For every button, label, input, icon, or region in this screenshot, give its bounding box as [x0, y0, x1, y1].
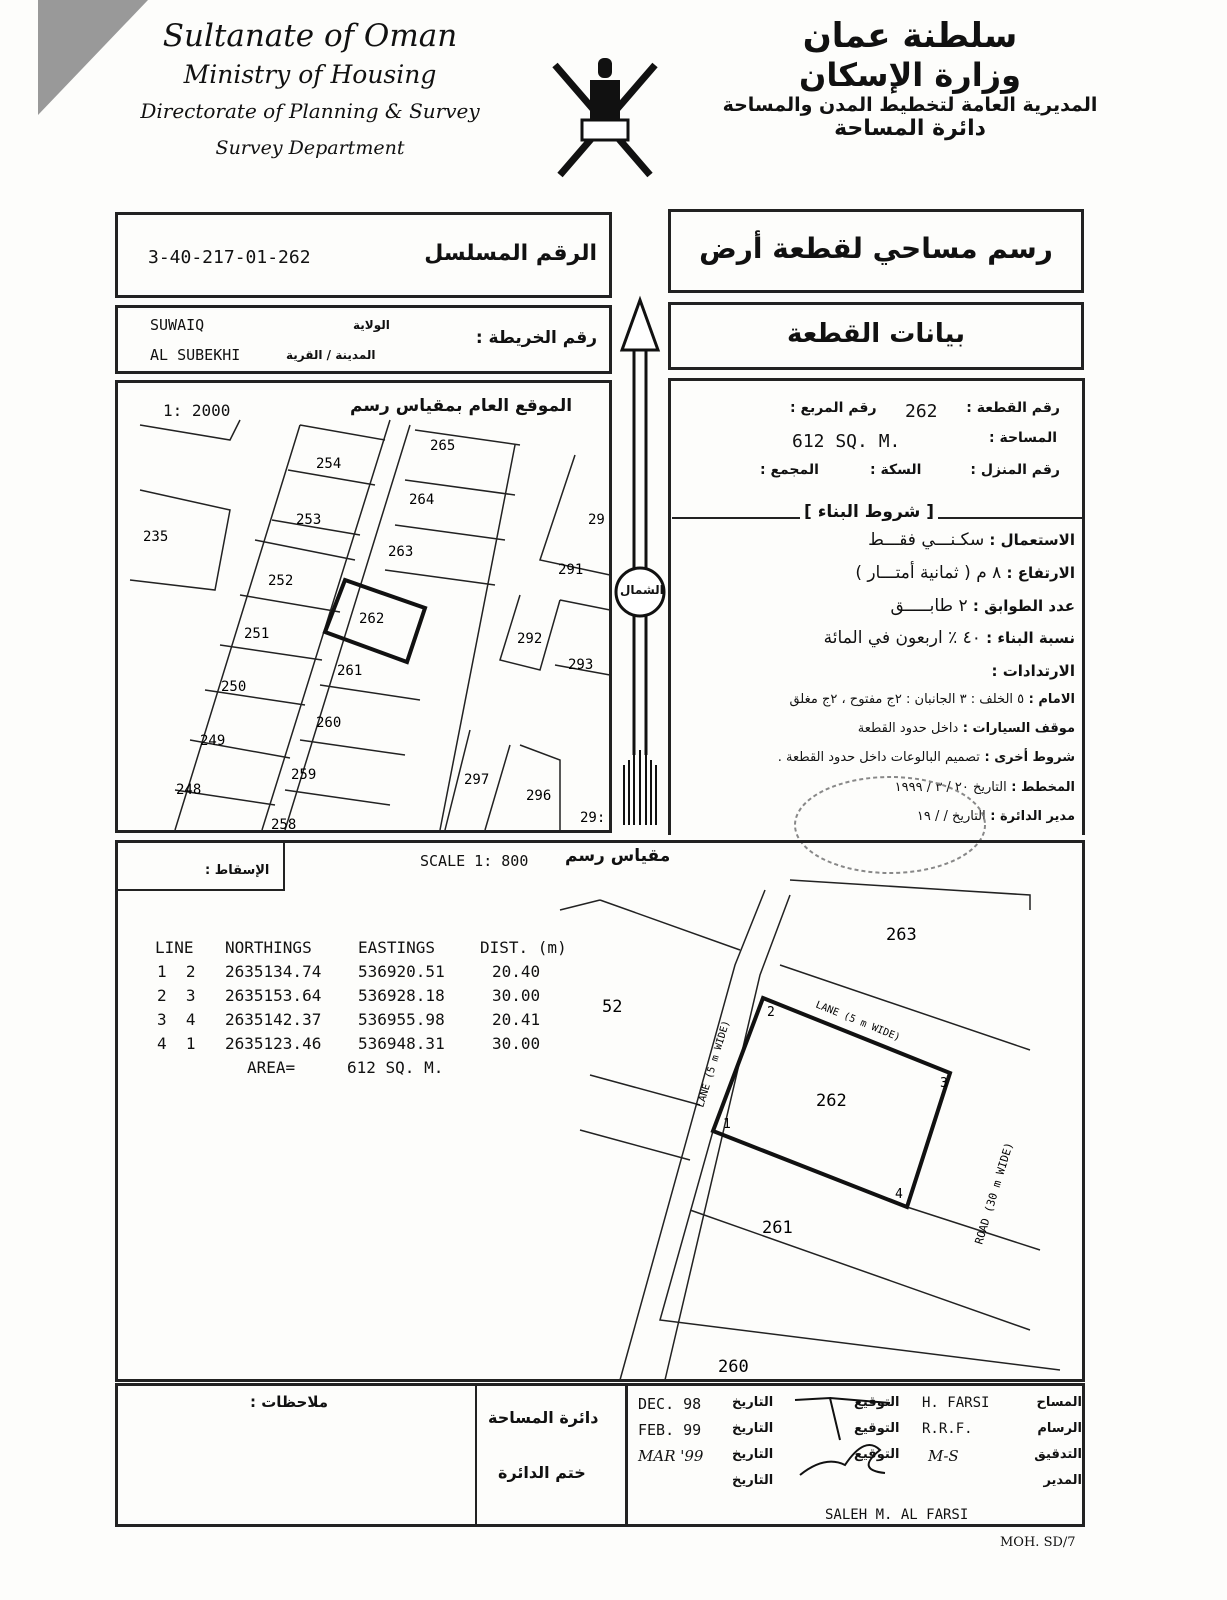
- row-value: التاريخ ٢٠ / ٣ / ١٩٩٩: [894, 780, 1007, 795]
- general-map-scale: 1: 2000: [163, 401, 231, 420]
- header-ministry: Ministry of Housing: [183, 60, 437, 89]
- row-value: ٤٠ ٪ اربعون في المائة: [823, 628, 981, 648]
- plot-label: 235: [143, 529, 169, 545]
- cell: 2 3: [157, 986, 196, 1005]
- house-no-label: رقم المنزل :: [970, 462, 1060, 478]
- row-value: داخل حدود القطعة: [857, 721, 959, 736]
- block-no-label: رقم المربع :: [790, 400, 877, 416]
- form-number: MOH. SD/7: [1000, 1535, 1076, 1550]
- plot-label: 263: [886, 925, 917, 945]
- wilaya-value: SUWAIQ: [150, 316, 205, 334]
- plot-label: 261: [762, 1218, 793, 1238]
- complex-label: المجمع :: [760, 462, 819, 478]
- col-line: LINE: [155, 938, 194, 957]
- cell: 3 4: [157, 1010, 196, 1029]
- notes-label: ملاحظات :: [250, 1393, 329, 1411]
- plot-label: 52: [602, 997, 623, 1017]
- plot-label: 297: [464, 772, 490, 788]
- plot-label: 253: [296, 512, 322, 528]
- plot-label: 260: [316, 715, 342, 731]
- wilaya-label: الولاية: [353, 318, 390, 332]
- role-label: المدير: [1043, 1473, 1082, 1488]
- signature-row: [632, 1395, 1082, 1421]
- plot-label: 291: [558, 562, 584, 578]
- plot-label: 262: [359, 611, 385, 627]
- name-value: H. FARSI: [922, 1395, 990, 1411]
- area-value: 612 SQ. M.: [792, 431, 901, 452]
- serial-number: 3-40-217-01-262: [148, 247, 311, 268]
- cell: 20.41: [492, 1010, 541, 1029]
- sign-label: التوقيع: [854, 1447, 900, 1462]
- scale-label-ar: مقياس رسم: [565, 846, 671, 866]
- projection-label: الإسقاط :: [205, 863, 270, 878]
- cell: 2635134.74: [225, 962, 322, 981]
- signature-row: [632, 1473, 1082, 1499]
- general-map-title: الموقع العام بمقياس رسم: [350, 396, 573, 416]
- plot-label: 292: [517, 631, 543, 647]
- cell: 1 2: [157, 962, 196, 981]
- header-department: Survey Department: [215, 137, 405, 159]
- row-label: الارتدادات :: [991, 662, 1075, 680]
- header-ar-directorate: المديرية العامة لتخطيط المدن والمساحة: [722, 94, 1098, 116]
- plot-data-title: بيانات القطعة: [786, 319, 965, 349]
- director-name: SALEH M. AL FARSI: [825, 1507, 969, 1523]
- row-label: موقف السيارات :: [962, 721, 1075, 736]
- cell: 2635142.37: [225, 1010, 322, 1029]
- row-value: ٨ م ( ثمانية أمتـــار ): [855, 563, 1002, 583]
- cell: 2635153.64: [225, 986, 322, 1005]
- date-value: MAR '99: [638, 1447, 704, 1465]
- plot-label: 264: [409, 492, 435, 508]
- footer-divider-1: [475, 1385, 477, 1525]
- row-value: التاريخ / / ١٩: [916, 809, 986, 824]
- plot-label: 29:: [580, 810, 606, 826]
- signatures-table: [632, 1395, 1082, 1499]
- row-label: الارتفاع :: [1006, 564, 1075, 582]
- row-value: تصميم البالوعات داخل حدود القطعة .: [777, 750, 980, 765]
- role-label: التدقيق: [1034, 1447, 1082, 1462]
- col-dist: DIST. (m): [480, 938, 567, 957]
- footer-divider-2: [625, 1385, 628, 1525]
- plot-label: 262: [816, 1091, 847, 1111]
- cell: 536955.98: [358, 1010, 445, 1029]
- date-value: FEB. 99: [638, 1421, 702, 1439]
- map-number-label: رقم الخريطة :: [475, 328, 597, 348]
- serial-label: الرقم المسلسل: [424, 241, 597, 266]
- cell: 4 1: [157, 1034, 196, 1053]
- cell: 536920.51: [358, 962, 445, 981]
- header-directorate: Directorate of Planning & Survey: [140, 99, 480, 123]
- header-country: Sultanate of Oman: [162, 18, 458, 54]
- document-title: رسم مساحي لقطعة أرض: [699, 232, 1053, 265]
- plot-label: 293: [568, 657, 594, 673]
- plot-label: 250: [221, 679, 247, 695]
- row-label: شروط أخرى :: [984, 750, 1075, 765]
- plot-label: 252: [268, 573, 294, 589]
- plot-no-label: رقم القطعة :: [966, 400, 1060, 416]
- detail-map-lines: [560, 880, 1060, 1380]
- vertex-label: 1: [723, 1117, 731, 1132]
- street-label: السكة :: [870, 462, 922, 478]
- cell: 30.00: [492, 1034, 541, 1053]
- cell: 30.00: [492, 986, 541, 1005]
- row-value: ٢ طابـــــق: [890, 596, 968, 616]
- plot-label: 265: [430, 438, 456, 454]
- col-eastings: EASTINGS: [358, 938, 436, 957]
- date-label: التاريخ: [732, 1473, 774, 1488]
- lane-label-west: LANE (5 m WIDE): [695, 1019, 733, 1109]
- plot-label: 260: [718, 1357, 749, 1377]
- signature-row: [632, 1447, 1082, 1473]
- row-label: الامام :: [1028, 692, 1075, 707]
- role-label: الرسام: [1037, 1421, 1082, 1436]
- vertex-label: 3: [940, 1076, 948, 1091]
- row-label: نسبة البناء :: [986, 629, 1075, 647]
- plot-label: 251: [244, 626, 270, 642]
- sign-label: التوقيع: [854, 1395, 900, 1410]
- plot-label: 259: [291, 767, 317, 783]
- sign-label: التوقيع: [854, 1421, 900, 1436]
- general-map-plot-labels: [143, 438, 605, 833]
- cell: 536928.18: [358, 986, 445, 1005]
- date-label: التاريخ: [732, 1421, 774, 1436]
- village-label: المدينة / القرية: [286, 348, 376, 362]
- cell: 536948.31: [358, 1034, 445, 1053]
- plot-label: 296: [526, 788, 552, 804]
- role-label: المساح: [1036, 1395, 1082, 1410]
- vertex-label: 2: [767, 1005, 775, 1020]
- cell: 2635123.46: [225, 1034, 322, 1053]
- date-label: التاريخ: [732, 1395, 774, 1410]
- name-value: M-S: [928, 1447, 959, 1465]
- plot-label: 258: [271, 817, 297, 833]
- scale-text: SCALE 1: 800: [420, 852, 529, 870]
- plot-label: 263: [388, 544, 414, 560]
- road-label: ROAD (30 m WIDE): [972, 1140, 1016, 1246]
- name-value: R.R.F.: [922, 1421, 973, 1437]
- plot-label: 29: [588, 512, 605, 528]
- dept-stamp-label: ختم الدائرة: [498, 1463, 586, 1482]
- signature-row: [632, 1421, 1082, 1447]
- row-label: الاستعمال :: [989, 531, 1075, 549]
- plot-label: 248: [176, 782, 202, 798]
- village-value: AL SUBEKHI: [150, 346, 241, 364]
- plot-no-value: 262: [905, 401, 938, 422]
- col-northings: NORTHINGS: [225, 938, 312, 957]
- header-ar-department: دائرة المساحة: [834, 116, 986, 141]
- lane-label-north: LANE (5 m WIDE): [813, 999, 902, 1044]
- area-label: AREA=: [247, 1058, 296, 1077]
- row-label: المخطط :: [1011, 780, 1075, 795]
- building-conditions-title: [ شروط البناء ]: [800, 502, 938, 522]
- area-value: 612 SQ. M.: [347, 1058, 444, 1077]
- plot-label: 254: [316, 456, 342, 472]
- row-value: ٥ الخلف : ٣ الجانبان : ٢ج مفتوح ، ٢ج مغلق: [789, 692, 1025, 707]
- survey-dept-label: دائرة المساحة: [488, 1408, 599, 1427]
- row-value: سكـنـــي فقـــط: [868, 530, 985, 550]
- plot-label: 249: [200, 733, 226, 749]
- cell: 20.40: [492, 962, 541, 981]
- row-label: عدد الطوابق :: [972, 597, 1075, 615]
- area-label: المساحة :: [989, 430, 1057, 446]
- date-value: DEC. 98: [638, 1395, 702, 1413]
- header-ar-country: سلطنة عمان: [802, 16, 1018, 56]
- row-label: مدير الدائرة :: [990, 809, 1075, 824]
- plot-label: 261: [337, 663, 363, 679]
- north-label: الشمال: [620, 583, 664, 597]
- date-label: التاريخ: [732, 1447, 774, 1462]
- vertex-label: 4: [895, 1187, 903, 1202]
- header-ar-ministry: وزارة الإسكان: [799, 56, 1021, 94]
